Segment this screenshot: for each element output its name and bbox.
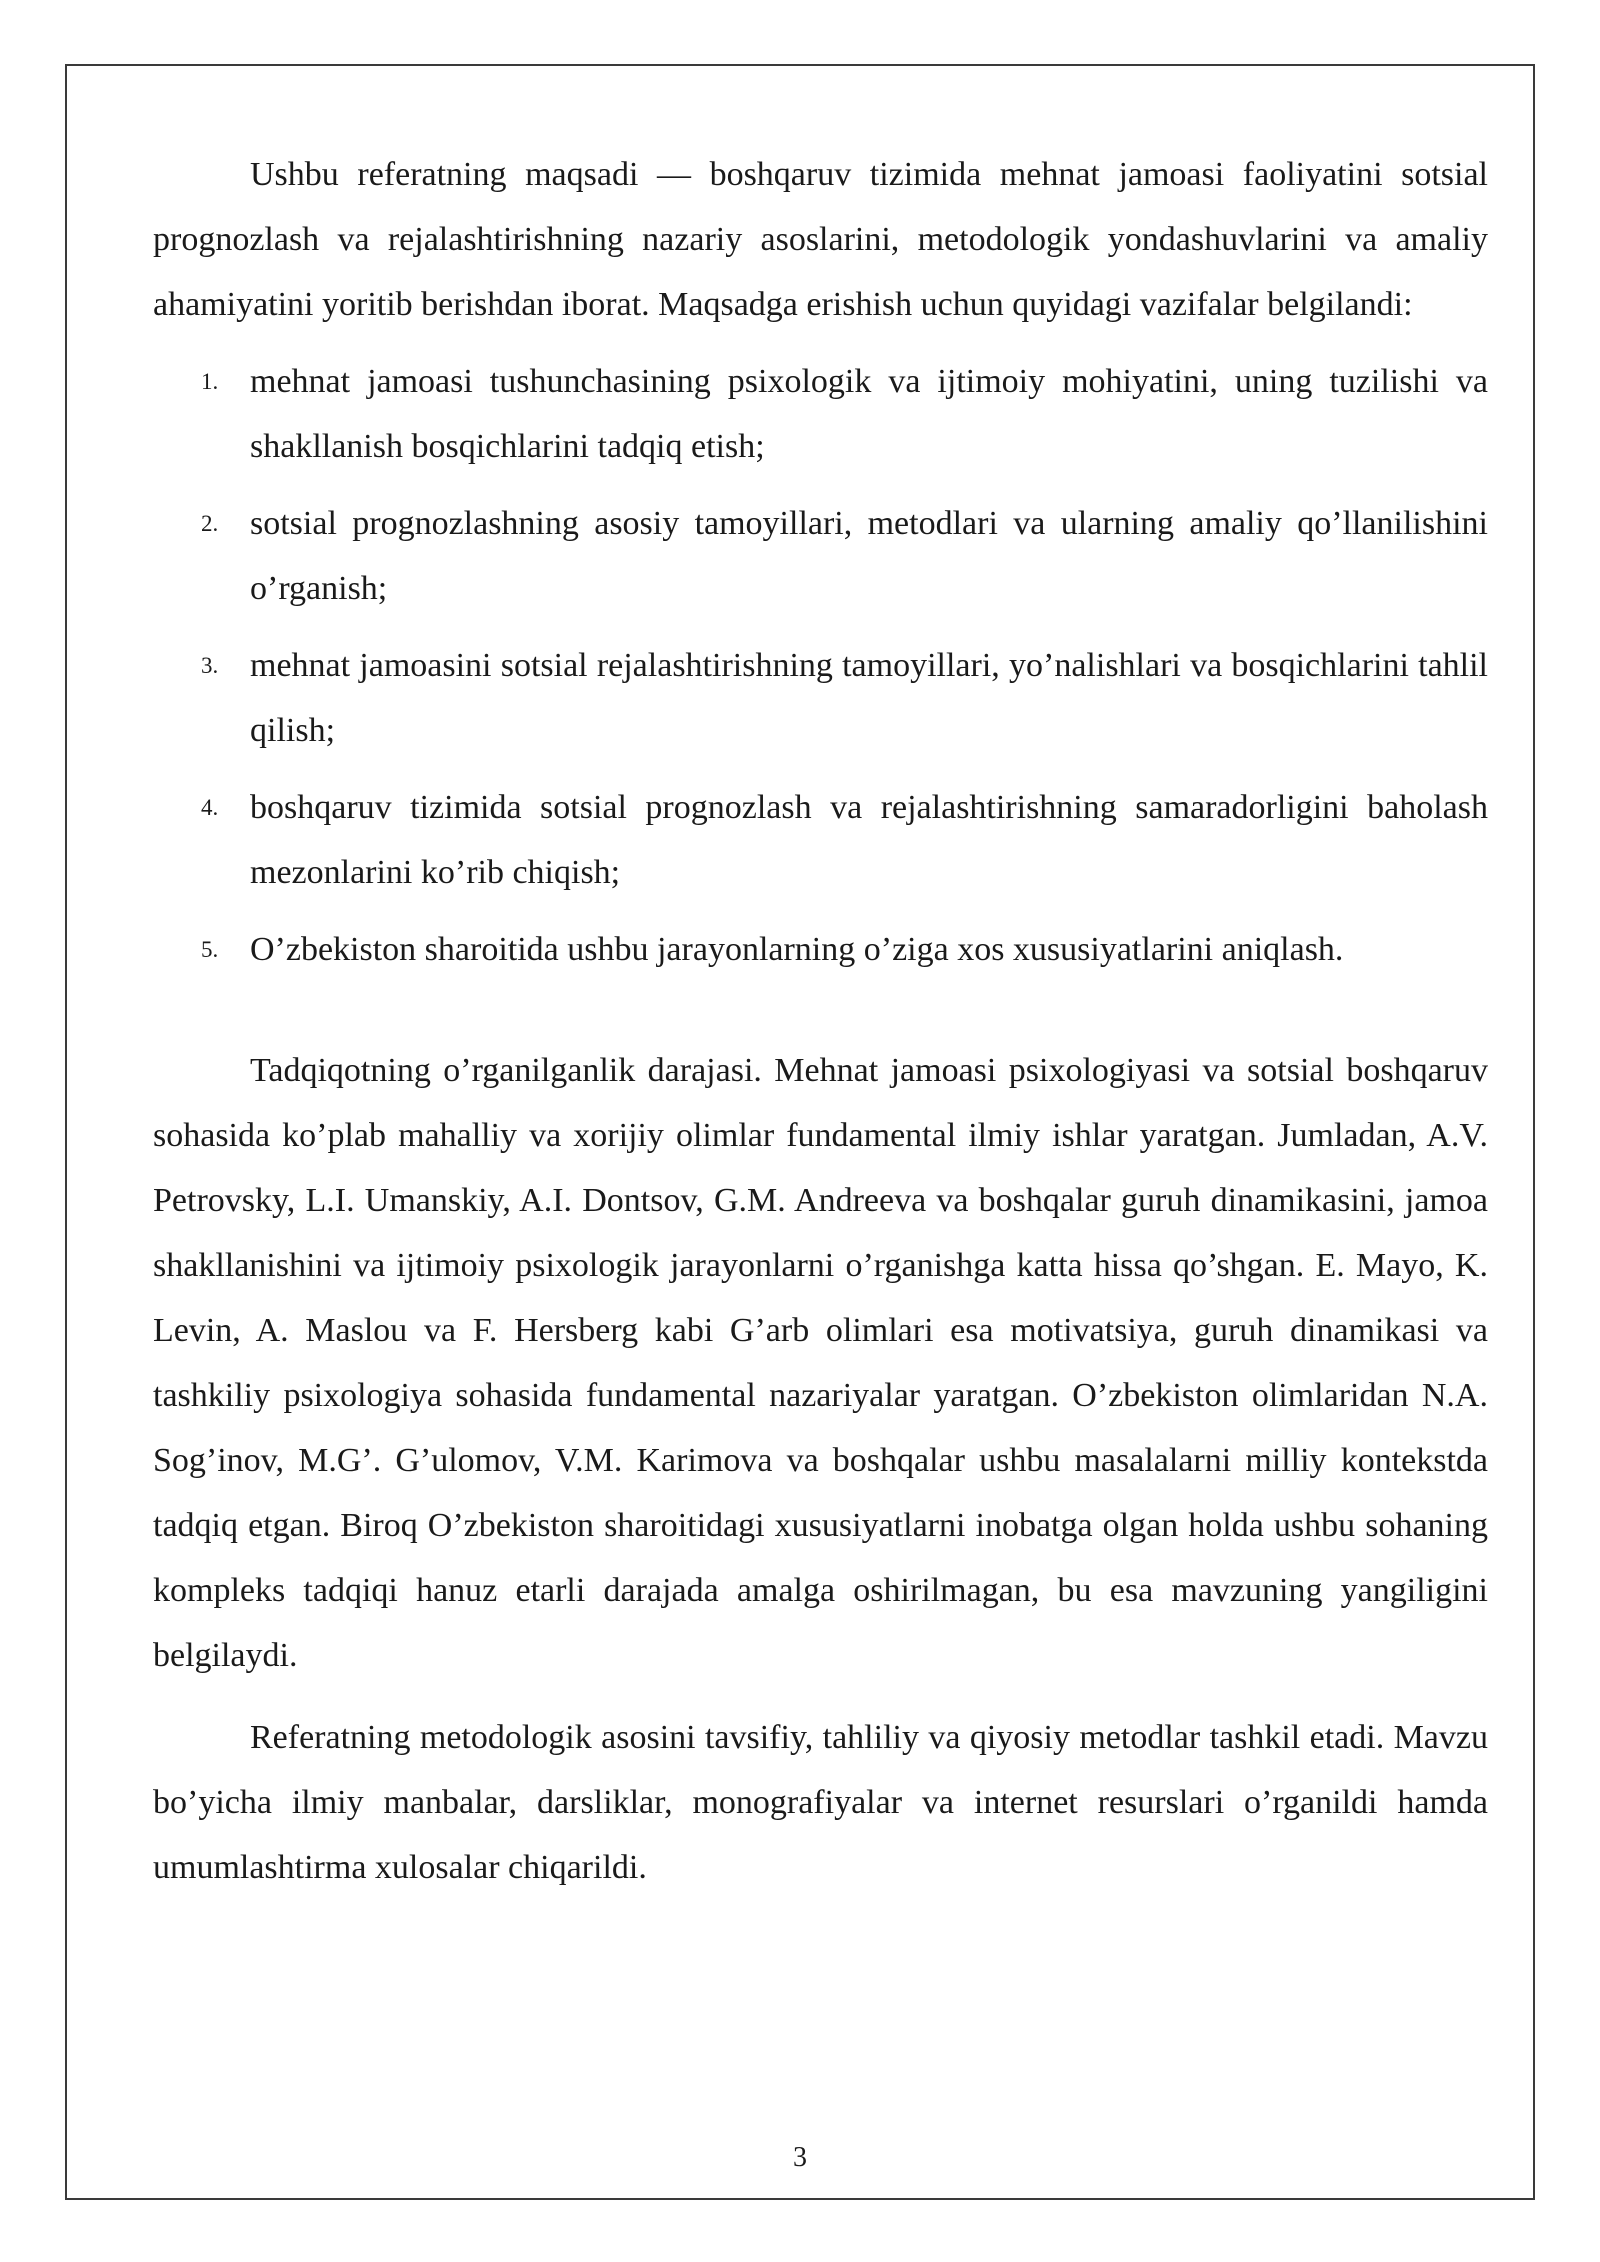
task-item xyxy=(153,917,1488,982)
page-content xyxy=(153,142,1488,1900)
methodology-paragraph: Referatning metodologik asosini tavsifiy, tahliliy va qiyosiy metodlar tashkil etadi. Mavzu bo’yicha ilmiy manbalar, darsliklar, monografiyalar va internet resurslari o’rganildi hamda umumlashtirma xulosalar chiqarildi. xyxy=(153,1719,1488,1886)
task-list xyxy=(153,349,1488,982)
section-gap xyxy=(153,994,1488,1038)
page-number: 3 xyxy=(793,2142,807,2173)
task-item xyxy=(153,633,1488,763)
task-item xyxy=(153,775,1488,905)
task-text: mehnat jamoasini sotsial rejalashtirishning tamoyillari, yo’nalishlari va bosqichlarini tahlil qilish; xyxy=(250,647,1488,749)
task-number: 5. xyxy=(201,937,219,962)
task-number: 3. xyxy=(201,653,219,678)
study-level-paragraph: Tadqiqotning o’rganilganlik darajasi. Mehnat jamoasi psixologiyasi va sotsial boshqaruv sohasida ko’plab mahalliy va xorijiy olimlar fundamental ilmiy ishlar yaratgan. Jumladan, A.V. Petrovsky, L.I. Umanskiy, A.I. Dontsov, G.M. Andreeva va boshqalar guruh dinamikasini, jamoa shakllanishini va ijtimoiy psixologik jarayonlarni o’rganishga katta hissa qo’shgan. E. Mayo, K. Levin, A. Maslou va F. Hersberg kabi G’arb olimlari esa motivatsiya, guruh dinamikasi va tashkiliy psixologiya sohasida fundamental nazariyalar yaratgan. O’zbekiston olimlaridan N.A. Sog’inov, M.G’. G’ulomov, V.M. Karimova va boshqalar ushbu masalalarni milliy kontekstda tadqiq etgan. Biroq O’zbekiston sharoitidagi xususiyatlarni inobatga olgan holda ushbu sohaning kompleks tadqiqi hanuz etarli darajada amalga oshirilmagan, bu esa mavzuning yangiligini belgilaydi. xyxy=(153,1052,1488,1674)
task-item xyxy=(153,349,1488,479)
task-text: boshqaruv tizimida sotsial prognozlash va rejalashtirishning samaradorligini baholash mezonlarini ko’rib chiqish; xyxy=(250,789,1488,891)
task-text: mehnat jamoasi tushunchasining psixologik va ijtimoiy mohiyatini, uning tuzilishi va shakllanish bosqichlarini tadqiq etish; xyxy=(250,363,1488,465)
task-number: 4. xyxy=(201,795,219,820)
task-number: 1. xyxy=(201,369,219,394)
task-text: O’zbekiston sharoitida ushbu jarayonlarning o’ziga xos xususiyatlarini aniqlash. xyxy=(250,931,1344,968)
intro-paragraph: Ushbu referatning maqsadi — boshqaruv tizimida mehnat jamoasi faoliyatini sotsial prognozlash va rejalashtirishning nazariy asoslarini, metodologik yondashuvlarini va amaliy ahamiyatini yoritib berishdan iborat. Maqsadga erishish uchun quyidagi vazifalar belgilandi: xyxy=(153,156,1488,323)
task-item xyxy=(153,491,1488,621)
task-number: 2. xyxy=(201,511,219,536)
task-text: sotsial prognozlashning asosiy tamoyillari, metodlari va ularning amaliy qo’llanilishini o’rganish; xyxy=(250,505,1488,607)
